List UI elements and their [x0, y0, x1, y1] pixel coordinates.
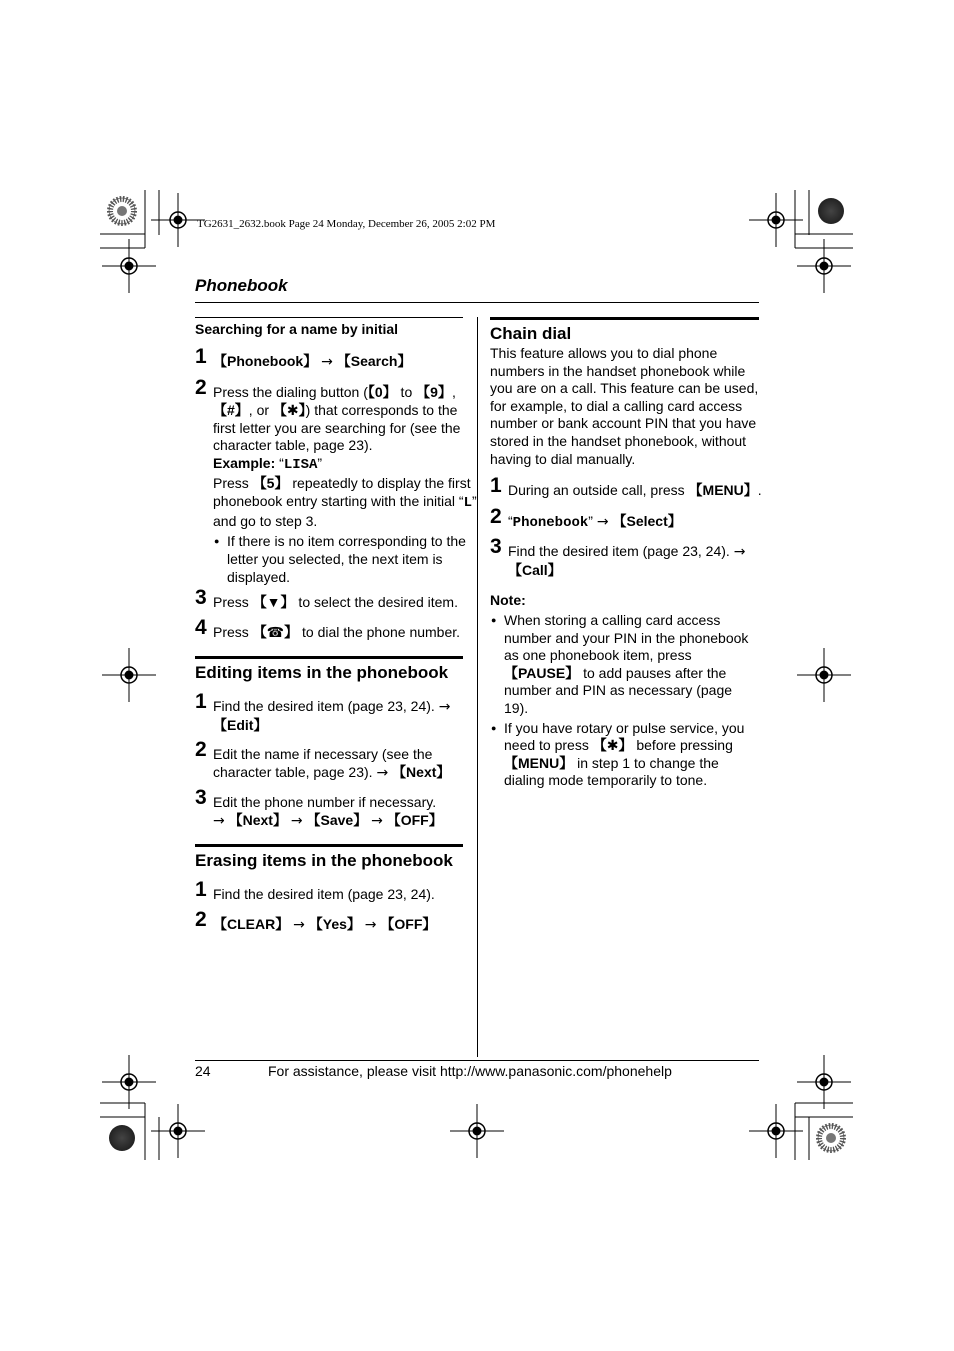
menu-key: 【MENU】: [688, 482, 758, 498]
chain-heading: Chain dial: [490, 324, 572, 343]
erasing-heading: Erasing items in the phonebook: [195, 851, 453, 870]
arrow: →: [321, 354, 333, 370]
arrow: →: [290, 812, 303, 829]
chain-intro: This feature allows you to dial phone numbers in the handset phonebook while you are on a call. This feature can be used, for example, to dial a calling card access number or bank account PIN that you have stored in the handset phonebook, without having to dial manually.: [490, 345, 759, 467]
edit-key: 【Edit】: [213, 716, 268, 733]
search-step-2: 2 Press the dialing button (【0】 to 【9】, 【#】, or 【✱】) that corresponds to the first letter you are searching for (see the character table, page 23). Example: “LISA” Press 【5】 repeatedly to display the first phonebook entry starting with the initial “L” and go to step 3. ● If there is no item corresponding to the letter you selected, the next item is displayed.: [195, 384, 481, 587]
note-bullet-2: ● If you have rotary or pulse service, you need to press 【✱】 before pressing 【MENU】 in step 1 to change the dialing mode temporarily to tone.: [490, 720, 760, 790]
arrow: →: [733, 544, 746, 560]
search-step-3: 3 Press 【▼】 to select the desired item.: [195, 586, 458, 610]
star-key: 【✱】: [592, 737, 633, 754]
editing-heading: Editing items in the phonebook: [195, 663, 449, 682]
editing-step-1: 1 Find the desired item (page 23, 24). → 【Edit】: [195, 698, 481, 735]
example-value: LISA: [283, 457, 318, 474]
arrow: →: [293, 917, 305, 933]
arrow: →: [364, 917, 377, 933]
step-number: 1: [195, 345, 207, 368]
note-bullet-1: ● When storing a calling card access number and your PIN in the phonebook as one phonebook item, press 【PAUSE】 to add pauses after the number and PIN as necessary (page 19).: [490, 612, 760, 718]
initial-letter: L: [463, 494, 472, 511]
down-key: 【▼】: [252, 594, 295, 610]
key-5: 【5】: [252, 474, 289, 491]
chain-step-1: 1 During an outside call, press 【MENU】.: [490, 474, 762, 498]
search-bullet: ● If there is no item corresponding to the letter you selected, the next item is displayed.: [213, 533, 481, 586]
step-number: 1: [195, 878, 207, 901]
chain-step-2: 2 “Phonebook” → 【Select】: [490, 505, 682, 531]
call-key: 【Call】: [508, 561, 562, 578]
yes-key: 【Yes】: [308, 916, 361, 932]
search-step-4: 4 Press 【☎】 to dial the phone number.: [195, 616, 461, 640]
next-key: 【Next】: [228, 811, 287, 828]
key-star: 【✱】: [272, 401, 306, 418]
clear-key: 【CLEAR】: [213, 916, 290, 932]
arrow: →: [213, 812, 225, 829]
footer-help-text: For assistance, please visit http://www.panasonic.com/phonehelp: [268, 1063, 672, 1079]
step-number: 1: [195, 690, 207, 713]
editing-rule: [195, 656, 463, 659]
step-number: 3: [490, 535, 502, 558]
footer-rule: [195, 1060, 759, 1061]
erasing-step-1: 1 Find the desired item (page 23, 24).: [195, 878, 435, 902]
phonebook-display: Phonebook: [512, 515, 589, 531]
section-title: Phonebook: [195, 276, 288, 295]
arrow: →: [371, 812, 383, 829]
step-number: 2: [490, 505, 502, 528]
file-info: TG2631_2632.book Page 24 Monday, December 26, 2005 2:02 PM: [197, 218, 496, 230]
step-number: 3: [195, 786, 207, 809]
arrow: →: [438, 699, 451, 715]
step-number: 2: [195, 376, 207, 399]
note-label: Note:: [490, 592, 526, 608]
phonebook-key: 【Phonebook】: [213, 353, 318, 369]
step-number: 2: [195, 738, 207, 761]
editing-step-2: 2 Edit the name if necessary (see the character table, page 23). → 【Next】: [195, 738, 451, 781]
step-number: 1: [490, 474, 502, 497]
step-number: 4: [195, 616, 207, 639]
note-list: [490, 612, 760, 790]
talk-key-icon: 【☎】: [252, 624, 299, 640]
save-key: 【Save】: [306, 811, 368, 828]
search-rule: [195, 317, 463, 318]
search-key: 【Search】: [336, 353, 412, 369]
search-heading: Searching for a name by initial: [195, 321, 399, 337]
menu-key: 【MENU】: [504, 754, 574, 771]
pause-key: 【PAUSE】: [504, 664, 580, 681]
chain-step-3: 3 Find the desired item (page 23, 24). → 【Call】: [490, 543, 778, 580]
step-number: 3: [195, 586, 207, 609]
step-number: 2: [195, 908, 207, 931]
arrow: →: [596, 514, 609, 530]
key-0: 【0】: [367, 384, 397, 400]
page-number: 24: [195, 1063, 211, 1079]
off-key: 【OFF】: [380, 916, 437, 932]
header-rule: [195, 302, 759, 303]
editing-step-3: 3 Edit the phone number if necessary. → 【Next】 → 【Save】 → 【OFF】: [195, 786, 443, 829]
erasing-rule: [195, 844, 463, 847]
select-key: 【Select】: [612, 513, 682, 529]
search-step-1: [195, 345, 481, 372]
off-key: 【OFF】: [386, 811, 443, 828]
key-hash: 【#】: [213, 401, 249, 418]
arrow: →: [376, 764, 389, 781]
erasing-step-2: [195, 908, 481, 935]
key-9: 【9】: [416, 384, 452, 400]
chain-rule: [490, 317, 759, 320]
example-label: Example:: [213, 455, 276, 472]
next-key: 【Next】: [392, 763, 451, 780]
